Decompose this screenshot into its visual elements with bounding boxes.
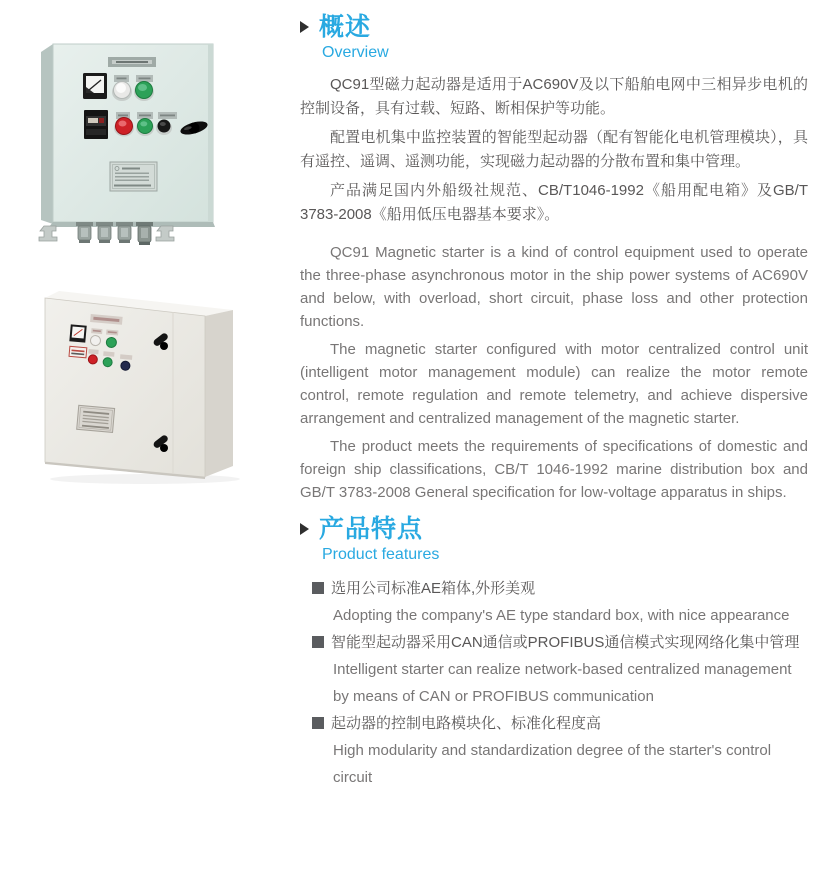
overview-title-zh: 概述 bbox=[319, 13, 372, 41]
push-button-navy bbox=[121, 361, 131, 371]
square-bullet-icon bbox=[312, 717, 324, 729]
features-section-header bbox=[300, 514, 808, 544]
product-photo-front-view bbox=[28, 30, 278, 250]
feature-item-2 bbox=[300, 629, 808, 710]
push-button-green bbox=[103, 357, 113, 367]
features-title-zh: 产品特点 bbox=[319, 515, 424, 543]
ammeter bbox=[69, 324, 86, 342]
cabinet-body bbox=[45, 291, 233, 479]
overview-paragraph-zh-2: 配置电机集中监控装置的智能型起动器（配有智能化电机管理模块），具有遥控、遥调、遥测功能，实现磁力起动器的分散布置和集中管理。 bbox=[300, 129, 808, 170]
cabinet-title-label bbox=[108, 57, 156, 67]
overview-paragraph-zh-3: 产品满足国内外船级社规范、CB/T1046-1992《船用配电箱》及GB/T 3783-2008《船用低压电器基本要求》。 bbox=[300, 182, 808, 223]
section-arrow-icon bbox=[300, 21, 309, 33]
features-list bbox=[300, 575, 808, 791]
overview-section-header bbox=[300, 12, 808, 42]
product-photo-perspective-view bbox=[40, 280, 270, 490]
square-bullet-icon bbox=[312, 582, 324, 594]
ammeter bbox=[83, 73, 107, 99]
product-photos-column bbox=[0, 0, 290, 869]
indicator-button-green bbox=[106, 337, 117, 348]
overview-paragraph-en-3: The product meets the requirements of specifications of domestic and foreign ship classifications, CB/T 1046-1992 marine distribution box and GB/T 3783-2008 General specification for low-voltage apparatus in ships. bbox=[300, 438, 808, 501]
feature-1-text-zh: 选用公司标准AE箱体,外形美观 bbox=[331, 580, 536, 597]
feature-item-1 bbox=[300, 575, 808, 629]
push-button-red bbox=[88, 355, 98, 365]
circuit-breaker bbox=[84, 110, 108, 139]
feature-item-3 bbox=[300, 710, 808, 791]
overview-paragraph-en-2: The magnetic starter configured with motor centralized control unit (intelligent motor management module) can realize the motor remote control, remote regulation and remote telemetry, and achieve dispersive arrangement and centralized management of the magnetic starter. bbox=[300, 341, 808, 427]
feature-3-text-zh: 起动器的控制电路模块化、标准化程度高 bbox=[331, 715, 602, 732]
overview-english-block bbox=[300, 241, 808, 504]
overview-paragraph-en-1: QC91 Magnetic starter is a kind of control equipment used to operate the three-phase asynchronous motor in the ship power systems of AC690V and below, with overload, short circuit, phase loss and other protection functions. bbox=[300, 244, 808, 330]
feature-3-text-en: High modularity and standardization degree of the starter's control circuit bbox=[333, 742, 772, 786]
content-column bbox=[300, 12, 808, 791]
overview-paragraph-zh-1: QC91型磁力起动器是适用于AC690V及以下船舶电网中三相异步电机的控制设备，具有过载、短路、断相保护等功能。 bbox=[300, 76, 808, 117]
feature-2-text-en: Intelligent starter can realize network-based centralized management by means of CAN or PROFIBUS communication bbox=[333, 661, 792, 705]
indicator-button-white bbox=[90, 335, 101, 346]
section-arrow-icon bbox=[300, 523, 309, 535]
nameplate bbox=[110, 162, 157, 191]
feature-1-text-en: Adopting the company's AE type standard box, with nice appearance bbox=[333, 607, 790, 624]
push-button-green bbox=[136, 119, 154, 137]
cabinet-shadow bbox=[50, 474, 240, 484]
features-title-en: Product features bbox=[322, 546, 440, 563]
nameplate bbox=[77, 405, 115, 432]
push-button-red bbox=[114, 118, 134, 137]
indicator-button-green bbox=[134, 82, 154, 102]
overview-title-en: Overview bbox=[322, 44, 389, 61]
feature-2-text-zh: 智能型起动器采用CAN通信或PROFIBUS通信模式实现网络化集中管理 bbox=[331, 634, 800, 651]
relay-label-plate bbox=[69, 346, 87, 357]
square-bullet-icon bbox=[312, 636, 324, 648]
indicator-button-white bbox=[112, 82, 132, 102]
